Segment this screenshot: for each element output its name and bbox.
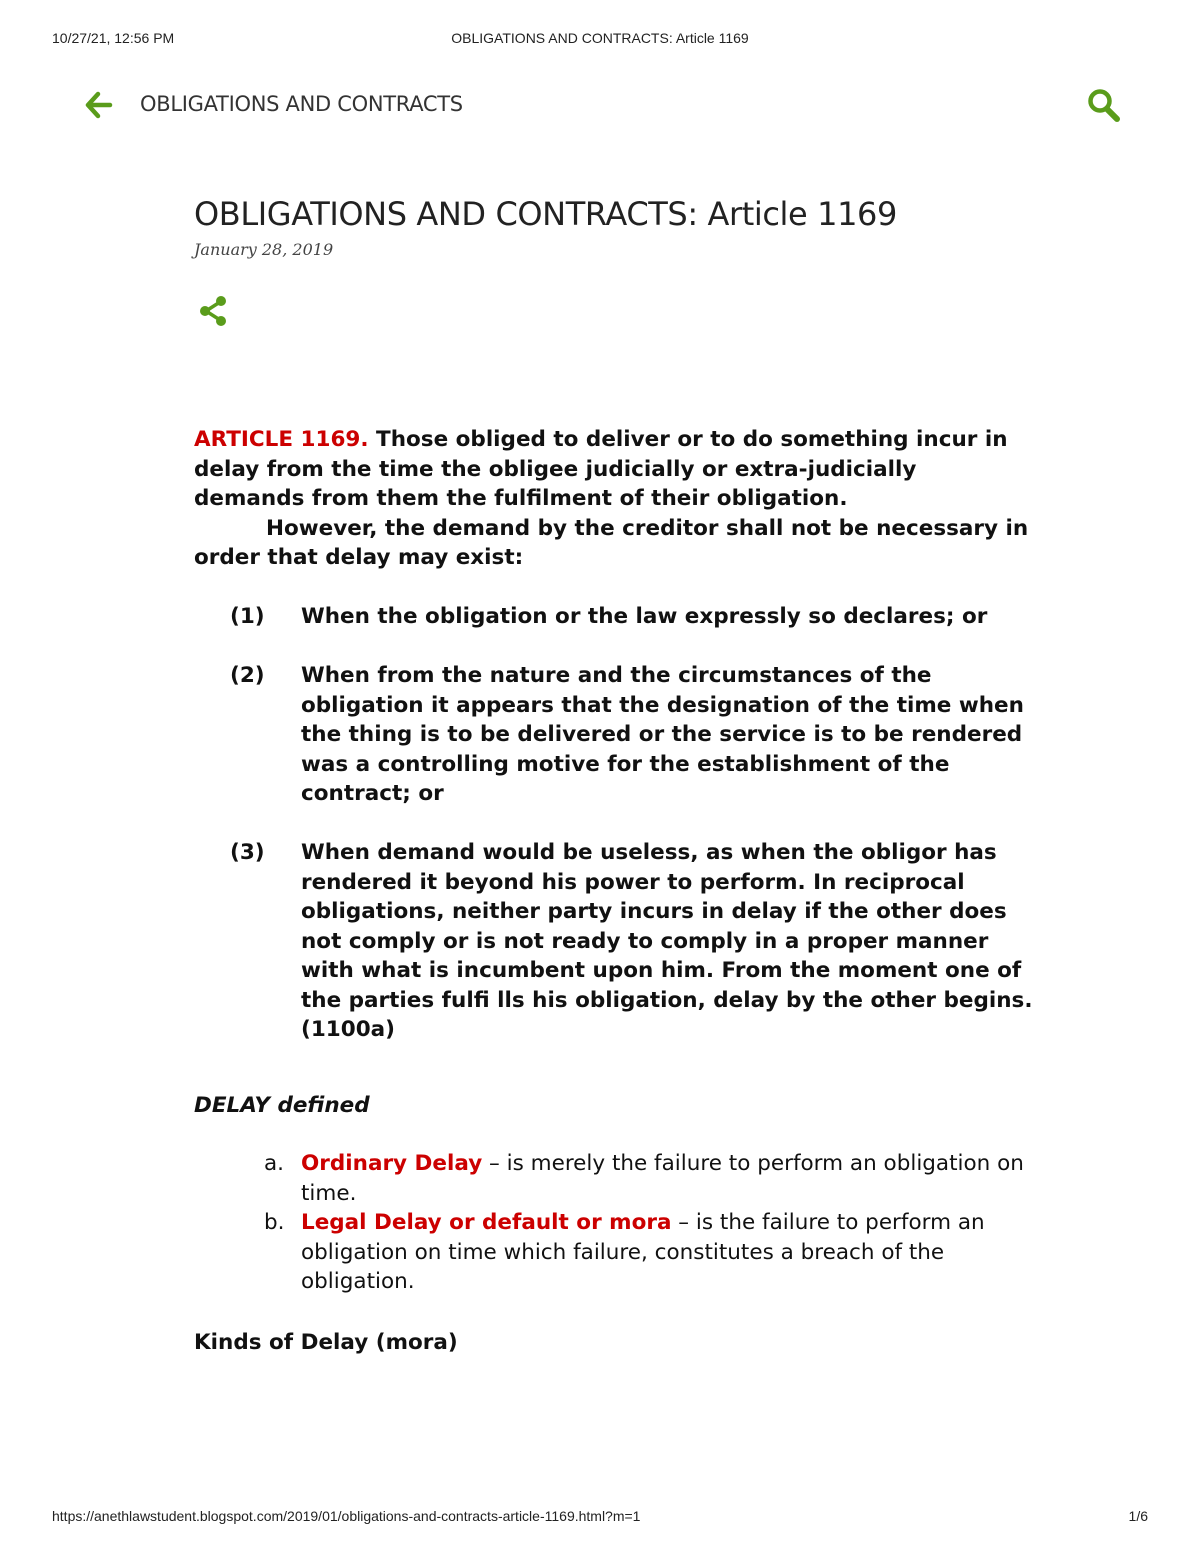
print-header xyxy=(0,30,1200,50)
item-number: (3) xyxy=(230,840,265,865)
item-text: When the obligation or the law expressly so declares; or xyxy=(301,604,988,629)
definition-marker: b. xyxy=(264,1210,285,1235)
article-paragraph xyxy=(194,425,1034,514)
item-text: When from the nature and the circumstances of the obligation it appears that the designation of the time when the thing is to be delivered or the service is to be rendered was a controlling motive for the establishment of the contract; or xyxy=(301,663,1024,806)
article-label: ARTICLE 1169. xyxy=(194,427,369,452)
list-item xyxy=(194,838,1034,1045)
item-number: (1) xyxy=(230,604,265,629)
back-button[interactable] xyxy=(84,88,114,122)
search-icon xyxy=(1086,86,1122,124)
blog-title[interactable]: OBLIGATIONS AND CONTRACTS xyxy=(140,92,463,116)
definition-item xyxy=(194,1149,1034,1208)
list-item xyxy=(194,661,1034,809)
item-number: (2) xyxy=(230,663,265,688)
post-body xyxy=(194,425,1034,1357)
definition-term: Ordinary Delay xyxy=(301,1151,483,1176)
print-timestamp: 10/27/21, 12:56 PM xyxy=(52,30,175,46)
print-page-number: 1/6 xyxy=(1128,1508,1148,1524)
top-bar xyxy=(0,84,1200,128)
share-icon xyxy=(198,294,228,328)
article-text: Those obliged to deliver or to do something incur in delay from the time the obligee judicially or extra-judicially demands from them the fulfilment of their obligation. xyxy=(194,427,1008,511)
delay-heading: DELAY defined xyxy=(194,1092,370,1118)
definition-marker: a. xyxy=(264,1151,285,1176)
definition-text: – is the failure to perform an obligation on time which failure, constitutes a breach of the obligation. xyxy=(301,1210,985,1294)
post-header xyxy=(194,190,1024,262)
arrow-left-icon xyxy=(84,88,114,122)
post-date: January 28, 2019 xyxy=(194,240,334,259)
list-item xyxy=(194,602,1034,632)
print-footer xyxy=(0,1508,1200,1528)
definition-item xyxy=(194,1208,1034,1297)
share-button[interactable] xyxy=(198,294,228,328)
definition-list xyxy=(194,1149,1034,1297)
print-page-title: OBLIGATIONS AND CONTRACTS: Article 1169 xyxy=(451,30,749,46)
however-paragraph: However, the demand by the creditor shall not be necessary in order that delay may exist: xyxy=(194,515,1029,570)
item-text: When demand would be useless, as when the obligor has rendered it beyond his power to perform. In reciprocal obligations, neither party incurs in delay if the other does not comply or is not ready to comply in a proper manner with what is incumbent upon him. From the moment one of the parties fulfi lls his obligation, delay by the other begins. (1100a) xyxy=(301,840,1033,1042)
kinds-heading: Kinds of Delay (mora) xyxy=(194,1329,458,1355)
definition-term: Legal Delay or default or mora xyxy=(301,1210,672,1235)
definition-text: – is merely the failure to perform an obligation on time. xyxy=(301,1151,1024,1206)
print-url: https://anethlawstudent.blogspot.com/2019/01/obligations-and-contracts-article-1169.html?m=1 xyxy=(52,1508,641,1524)
search-button[interactable] xyxy=(1086,86,1122,124)
post-title: OBLIGATIONS AND CONTRACTS: Article 1169 xyxy=(194,195,897,233)
